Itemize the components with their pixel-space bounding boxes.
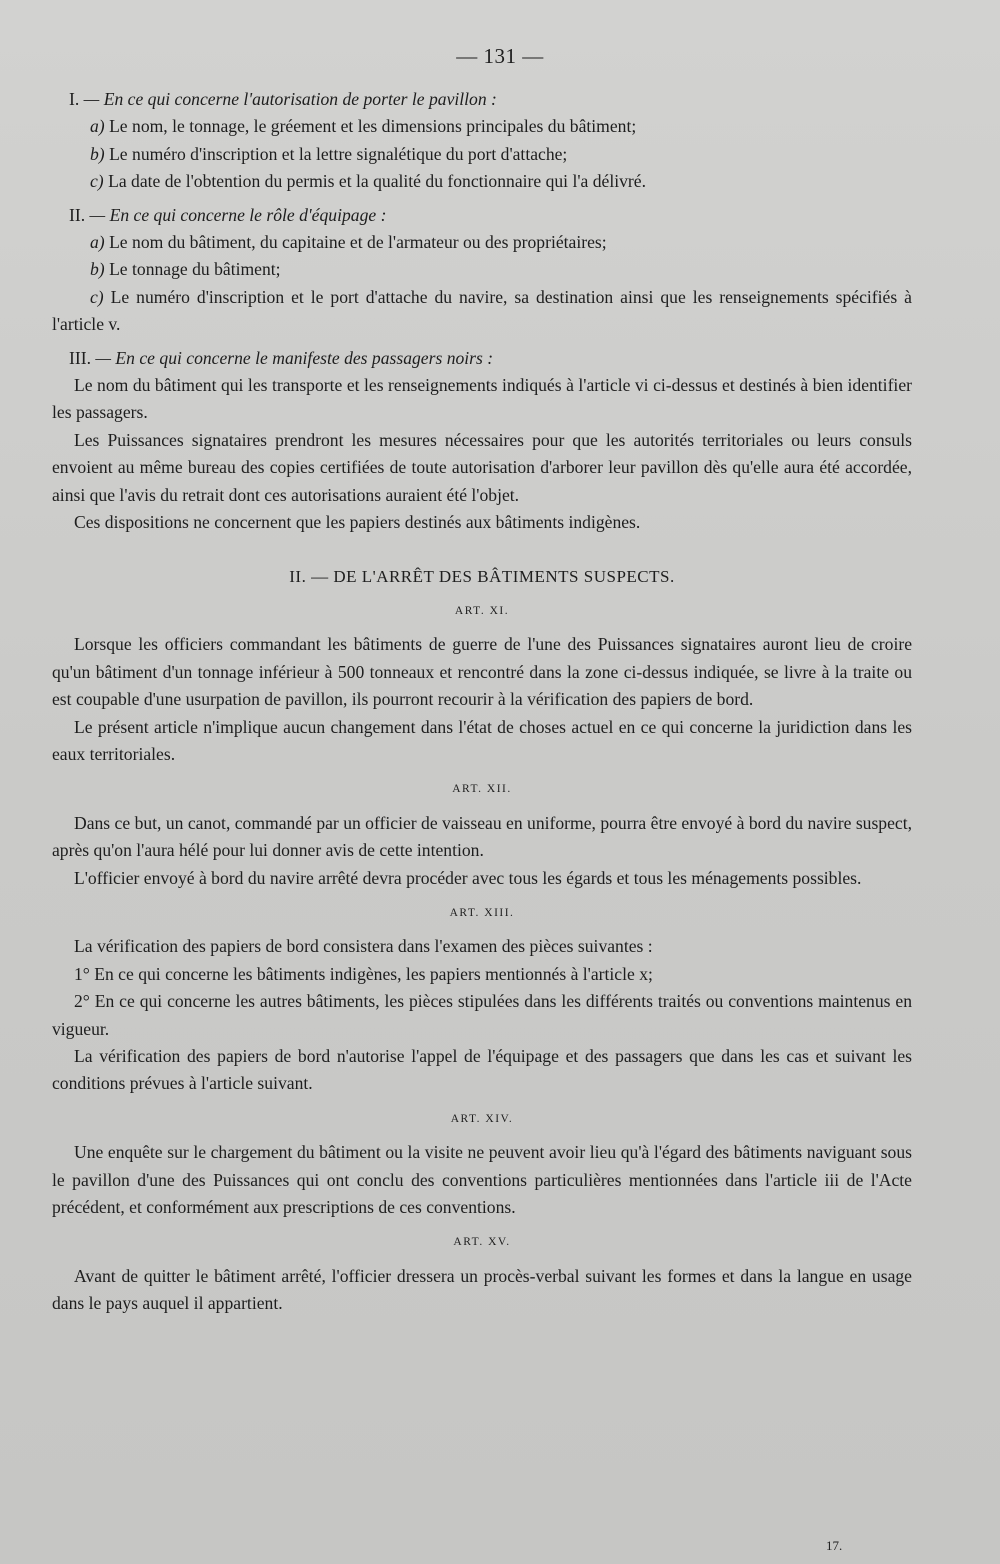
- section-number: II.: [69, 204, 86, 225]
- paragraph: Le présent article n'implique aucun changement dans l'état de choses actuel en ce qui concerne la juridiction dans les eaux territoriales.: [52, 716, 912, 764]
- article-label: ART. XII.: [452, 783, 512, 796]
- page-number: — 131 —: [456, 44, 544, 68]
- item-text: La date de l'obtention du permis et la qualité du fonctionnaire qui l'a délivré.: [108, 171, 646, 192]
- paragraph: Dans ce but, un canot, commandé par un officier de vaisseau en uniforme, pourra être envoyé à bord du navire suspect, après qu'on l'aura hélé pour lui donner avis de cette intention.: [52, 812, 913, 861]
- item-letter: b): [90, 143, 105, 164]
- paragraph: 1° En ce qui concerne les bâtiments indigènes, les papiers mentionnés à l'article x;: [74, 963, 653, 984]
- section-heading: [52, 86, 912, 113]
- section-title: — En ce qui concerne l'autorisation de porter le pavillon :: [83, 89, 497, 109]
- section-title: — En ce qui concerne le manifeste des passagers noirs :: [95, 347, 494, 368]
- list-item: [52, 141, 912, 168]
- item-letter: c): [90, 171, 104, 192]
- item-letter: b): [90, 259, 105, 280]
- list-item: [52, 113, 912, 140]
- paragraph: Avant de quitter le bâtiment arrêté, l'officier dressera un procès-verbal suivant les formes et dans la langue en usage dans le pays auquel il appartient.: [52, 1265, 912, 1314]
- paragraph: Les Puissances signataires prendront les mesures nécessaires pour que les autorités territoriales ou leurs consuls envoient au même bureau des copies certifiées de toute autorisation d'arborer leur pavillon dès qu'elle aura été accordée, ainsi que l'avis du retrait dont ces autorisations auraient été l'objet.: [52, 429, 912, 505]
- item-letter: a): [90, 116, 105, 137]
- page-body: [52, 82, 912, 1318]
- list-item: [52, 284, 912, 339]
- item-text: Le tonnage du bâtiment;: [109, 259, 281, 280]
- paragraph: Le nom du bâtiment qui les transporte et les renseignements indiqués à l'article vi ci-dessus et destinés à bien identifier les passagers.: [52, 375, 912, 423]
- section-title: — En ce qui concerne le rôle d'équipage :: [89, 204, 387, 225]
- section-number: I.: [69, 89, 80, 109]
- article-label: ART. XV.: [453, 1236, 511, 1249]
- signature-mark: 17.: [826, 1538, 843, 1553]
- item-letter: c): [90, 286, 104, 307]
- paragraph: La vérification des papiers de bord n'autorise l'appel de l'équipage et des passagers que dans les cas et suivant les conditions prévues à l'article suivant.: [52, 1046, 912, 1094]
- list-item: [52, 256, 912, 283]
- paragraph: L'officier envoyé à bord du navire arrêté devra procéder avec tous les égards et tous les ménagements possibles.: [74, 867, 862, 888]
- section-heading: [52, 202, 912, 229]
- article-label: ART. XI.: [454, 604, 510, 617]
- item-text: Le numéro d'inscription et la lettre signalétique du port d'attache;: [109, 143, 568, 164]
- item-text: Le nom du bâtiment, du capitaine et de l'armateur ou des propriétaires;: [109, 232, 607, 253]
- section-heading: [52, 345, 912, 372]
- chapter-title: II. — DE L'ARRÊT DES BÂTIMENTS SUSPECTS.: [289, 566, 675, 586]
- article-label: ART. XIV.: [450, 1112, 514, 1125]
- list-item: [52, 229, 912, 256]
- paragraph: 2° En ce qui concerne les autres bâtiments, les pièces stipulées dans les différents traités ou conventions maintenus en vigueur.: [52, 991, 912, 1039]
- paragraph: Ces dispositions ne concernent que les papiers destinés aux bâtiments indigènes.: [74, 512, 641, 533]
- item-text: Le numéro d'inscription et le port d'attache du navire, sa destination ainsi que les renseignements spécifiés à l'article v.: [52, 286, 912, 335]
- list-item: [52, 168, 912, 195]
- article-label: ART. XIII.: [449, 906, 515, 919]
- item-text: Le nom, le tonnage, le gréement et les dimensions principales du bâtiment;: [109, 116, 637, 137]
- paragraph: Une enquête sur le chargement du bâtiment ou la visite ne peuvent avoir lieu qu'à l'égard des bâtiments naviguant sous le pavillon d'une des Puissances qui ont conclu des conventions particulières mentionnées dans l'article iii de l'Acte précédent, et conformément aux prescriptions de ces conventions.: [52, 1142, 912, 1218]
- item-letter: a): [90, 232, 105, 253]
- paragraph: La vérification des papiers de bord consistera dans l'examen des pièces suivantes :: [74, 936, 653, 957]
- paragraph: Lorsque les officiers commandant les bâtiments de guerre de l'une des Puissances signataires auront lieu de croire qu'un bâtiment d'un tonnage inférieur à 500 tonneaux et rencontré dans la zone ci-dessus indiquée, se livre à la traite ou est coupable d'une usurpation de pavillon, ils pourront recourir à la vérification des papiers de bord.: [52, 634, 912, 710]
- section-number: III.: [69, 347, 91, 368]
